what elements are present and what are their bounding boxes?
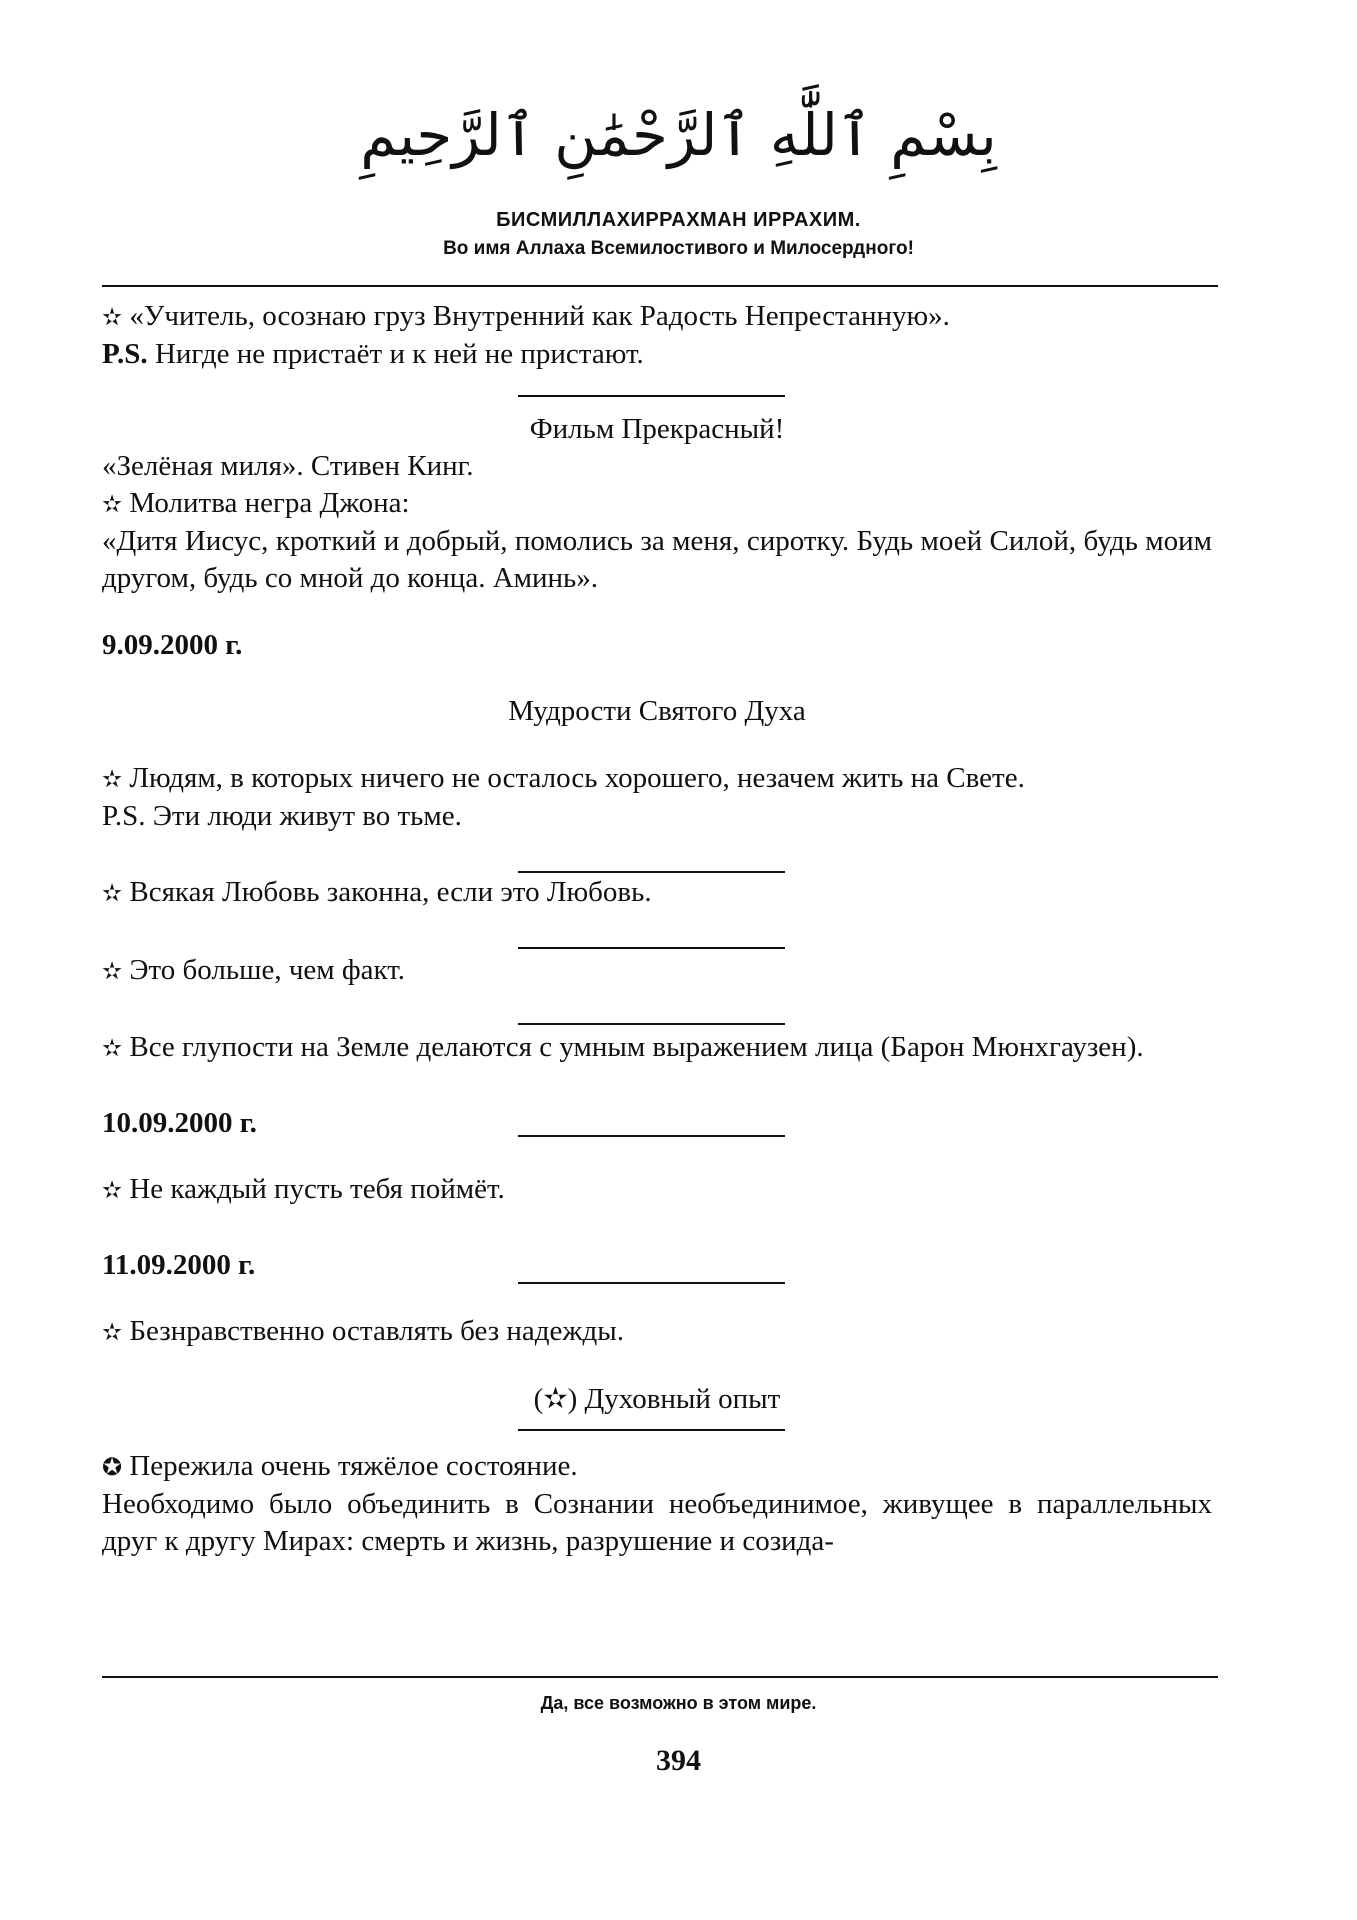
experience-paragraph: Необходимо было объединить в Сознании необъединимое, живущее в параллельных друг к другу Мирах: смерть и жизнь, разрушение и созида- — [102, 1488, 1212, 1557]
date-heading: 9.09.2000 г. — [102, 629, 243, 661]
circled-star-icon: ✪ — [102, 1453, 123, 1481]
divider-rule — [518, 1282, 785, 1284]
divider-rule — [518, 1135, 785, 1137]
prayer-text: «Дитя Иисус, кроткий и добрый, помолись за меня, сиротку. Будь моей Силой, будь моим другом, будь со мной до конца. Аминь». — [102, 525, 1212, 594]
wisdom-item: ✫ Не каждый пусть тебя поймёт. — [102, 1173, 505, 1205]
quote-line: ✫ «Учитель, осознаю груз Внутренний как Радость Непрестанную». — [102, 300, 950, 332]
ps-line: P.S. Нигде не пристаёт и к ней не пристают. — [102, 338, 644, 370]
wisdom-item: ✫ Безнравственно оставлять без надежды. — [102, 1315, 624, 1347]
prayer-label: ✫ Молитва негра Джона: — [102, 487, 410, 519]
star-icon: ✫ — [102, 303, 123, 331]
star-icon: ✫ — [102, 1176, 123, 1204]
footer-text: Да, все возможно в этом мире. — [540, 1693, 817, 1713]
experience-line: ✪ Пережила очень тяжёлое состояние. — [102, 1450, 578, 1482]
wisdom-item: ✫ Всякая Любовь законна, если это Любовь. — [102, 876, 652, 908]
arabic-calligraphy: بِسْمِ ٱللَّٰهِ ٱلرَّحْمَٰنِ ٱلرَّحِيمِ — [360, 101, 997, 169]
star-icon: ✫ — [102, 490, 123, 518]
header-title: БИСМИЛЛАХИРРАХМАН ИРРАХИМ. — [496, 209, 861, 231]
star-icon: ✫ — [102, 1318, 123, 1346]
divider-rule — [518, 947, 785, 949]
wisdom-item: ✫ Все глупости на Земле делаются с умным выражением лица (Барон Мюнхгаузен). — [102, 1031, 1144, 1063]
star-icon: ✫ — [102, 879, 123, 907]
experience-title: (✫) Духовный опыт — [533, 1383, 781, 1415]
wisdom-item: ✫ Это больше, чем факт. — [102, 954, 405, 986]
divider-rule — [518, 395, 785, 397]
divider-rule — [518, 1429, 785, 1431]
star-icon: ✫ — [102, 765, 123, 793]
page-number: 394 — [656, 1744, 701, 1777]
body-text — [102, 298, 1212, 1560]
star-icon: ✫ — [102, 957, 123, 985]
wisdom-ps: P.S. Эти люди живут во тьме. — [102, 800, 462, 832]
wisdom-item: ✫ Людям, в которых ничего не осталось хорошего, незачем жить на Свете. — [102, 762, 1025, 794]
film-title: Фильм Прекрасный! — [529, 413, 785, 445]
film-name: «Зелёная миля». Стивен Кинг. — [102, 450, 474, 482]
footer-rule — [102, 1676, 1218, 1678]
star-icon: ✫ — [102, 1034, 123, 1062]
date-heading: 11.09.2000 г. — [102, 1249, 256, 1281]
divider-rule — [518, 871, 785, 873]
divider-rule — [518, 1023, 785, 1025]
header-rule — [102, 285, 1218, 287]
header-subtitle: Во имя Аллаха Всемилостивого и Милосердного! — [443, 238, 914, 259]
date-heading: 10.09.2000 г. — [102, 1107, 257, 1139]
section-title: Мудрости Святого Духа — [508, 695, 806, 727]
